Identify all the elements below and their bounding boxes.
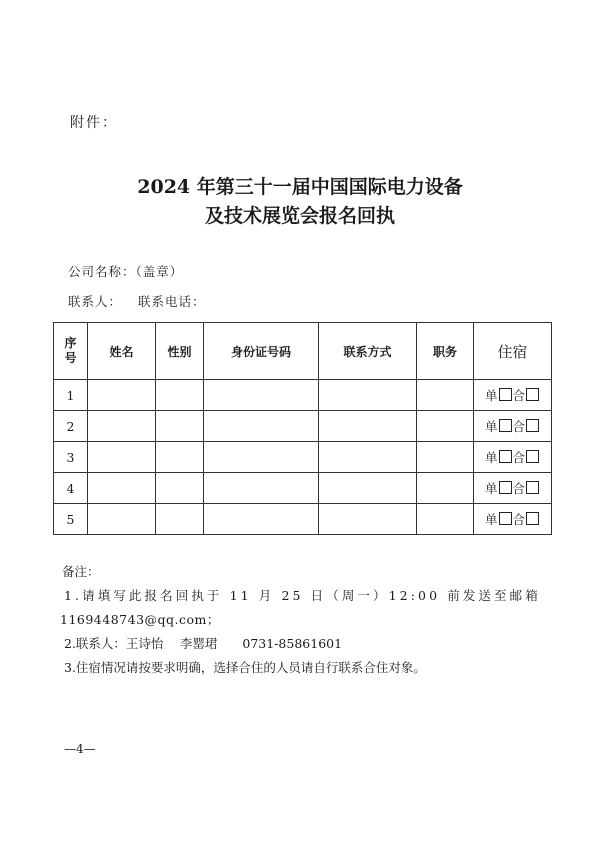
cell-gender[interactable]	[156, 411, 204, 442]
cell-id-number[interactable]	[204, 442, 319, 473]
company-name-field: 公司名称：（盖章）	[68, 264, 184, 279]
contact-phone-label: 联系电话：	[138, 294, 206, 309]
header-lodging: 住宿	[474, 323, 552, 380]
form-title-line2: 及技术展览会报名回执	[204, 205, 395, 227]
cell-lodging	[474, 473, 552, 504]
cell-contact[interactable]	[319, 504, 417, 535]
lodging-shared-checkbox[interactable]	[526, 481, 539, 494]
cell-contact[interactable]	[319, 442, 417, 473]
table-header-row	[54, 323, 552, 380]
lodging-shared-label: 合	[512, 388, 526, 403]
cell-id-number[interactable]	[204, 380, 319, 411]
lodging-single-label: 单	[484, 512, 498, 527]
lodging-single-checkbox[interactable]	[499, 388, 512, 401]
cell-gender[interactable]	[156, 442, 204, 473]
lodging-shared-label: 合	[512, 512, 526, 527]
lodging-single-checkbox[interactable]	[499, 481, 512, 494]
lodging-shared-checkbox[interactable]	[526, 512, 539, 525]
cell-id-number[interactable]	[204, 504, 319, 535]
lodging-single-label: 单	[484, 388, 498, 403]
cell-name[interactable]	[88, 442, 156, 473]
table-row	[54, 380, 552, 411]
lodging-shared-checkbox[interactable]	[526, 388, 539, 401]
note-item-2: 2.联系人：王诗怡 李罂珺 0731-85861601	[64, 636, 343, 651]
lodging-shared-label: 合	[512, 419, 526, 434]
cell-position[interactable]	[417, 411, 474, 442]
cell-name[interactable]	[88, 411, 156, 442]
contact-person-label: 联系人：	[68, 294, 123, 309]
lodging-single-checkbox[interactable]	[499, 419, 512, 432]
cell-contact[interactable]	[319, 380, 417, 411]
lodging-shared-checkbox[interactable]	[526, 419, 539, 432]
cell-contact[interactable]	[319, 473, 417, 504]
cell-seq: 4	[54, 473, 88, 504]
note-item-1-email: 1169448743@qq.com；	[60, 612, 220, 627]
cell-position[interactable]	[417, 504, 474, 535]
cell-id-number[interactable]	[204, 411, 319, 442]
cell-position[interactable]	[417, 380, 474, 411]
form-title-line1: 2024 年第三十一届中国国际电力设备	[137, 176, 463, 198]
table-row	[54, 473, 552, 504]
header-position: 职务	[417, 323, 474, 380]
cell-contact[interactable]	[319, 411, 417, 442]
cell-lodging	[474, 504, 552, 535]
note-item-1: 1.请填写此报名回执于 11 月 25 日（周一）12:00 前发送至邮箱	[64, 588, 541, 603]
lodging-single-checkbox[interactable]	[499, 450, 512, 463]
cell-lodging	[474, 411, 552, 442]
note-item-3: 3.住宿情况请按要求明确，选择合住的人员请自行联系合住对象。	[64, 660, 426, 675]
contact-info-line	[68, 292, 206, 310]
notes-section	[62, 560, 552, 680]
notes-heading: 备注：	[62, 564, 100, 579]
page-number: —4—	[64, 742, 96, 756]
cell-id-number[interactable]	[204, 473, 319, 504]
cell-lodging	[474, 380, 552, 411]
cell-seq: 3	[54, 442, 88, 473]
header-seq	[54, 323, 88, 380]
lodging-single-label: 单	[484, 481, 498, 496]
cell-position[interactable]	[417, 473, 474, 504]
cell-name[interactable]	[88, 473, 156, 504]
lodging-single-label: 单	[484, 450, 498, 465]
header-contact: 联系方式	[319, 323, 417, 380]
cell-position[interactable]	[417, 442, 474, 473]
cell-gender[interactable]	[156, 504, 204, 535]
seq-header-text: 序 号	[64, 336, 77, 365]
cell-seq: 5	[54, 504, 88, 535]
lodging-shared-checkbox[interactable]	[526, 450, 539, 463]
cell-name[interactable]	[88, 380, 156, 411]
cell-seq: 2	[54, 411, 88, 442]
lodging-single-checkbox[interactable]	[499, 512, 512, 525]
lodging-shared-label: 合	[512, 450, 526, 465]
table-row	[54, 411, 552, 442]
registration-table	[53, 322, 552, 535]
header-gender: 性别	[156, 323, 204, 380]
cell-lodging	[474, 442, 552, 473]
cell-seq: 1	[54, 380, 88, 411]
cell-name[interactable]	[88, 504, 156, 535]
header-name: 姓名	[88, 323, 156, 380]
attachment-label: 附件：	[70, 115, 118, 131]
table-row	[54, 442, 552, 473]
header-id-number: 身份证号码	[204, 323, 319, 380]
lodging-shared-label: 合	[512, 481, 526, 496]
table-row	[54, 504, 552, 535]
cell-gender[interactable]	[156, 380, 204, 411]
cell-gender[interactable]	[156, 473, 204, 504]
lodging-single-label: 单	[484, 419, 498, 434]
